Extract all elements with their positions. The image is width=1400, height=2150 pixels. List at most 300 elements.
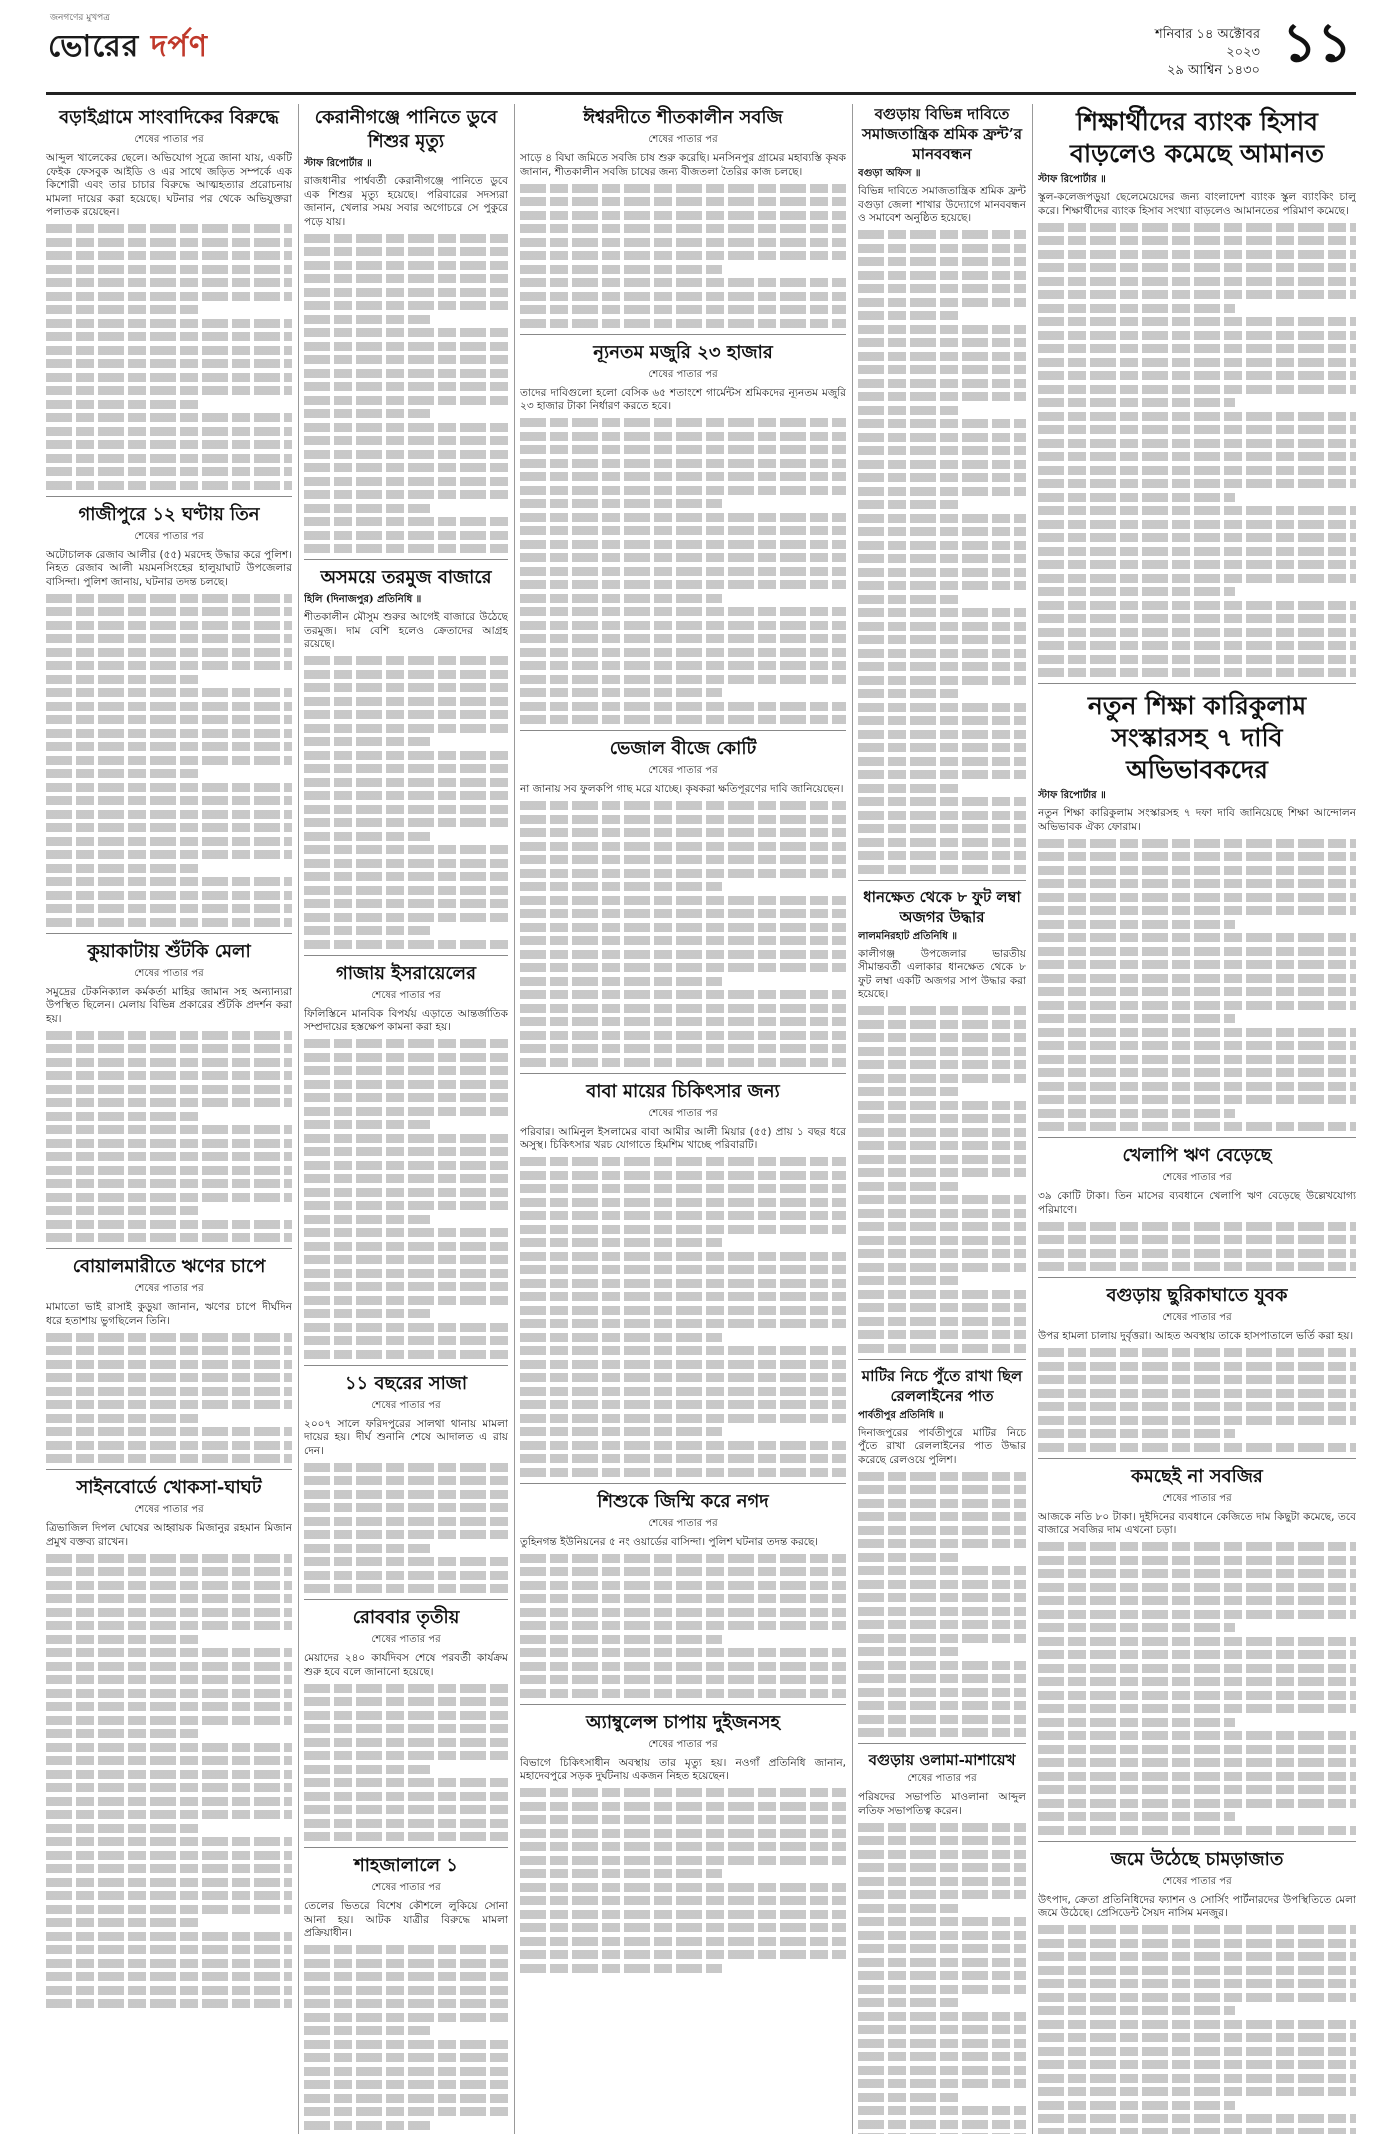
- text-line: [304, 315, 430, 324]
- text-line: [1038, 2020, 1356, 2029]
- text-line: [858, 271, 1026, 280]
- text-line: [520, 1387, 846, 1396]
- text-line: [520, 1044, 846, 1053]
- text-line: [858, 1155, 1026, 1164]
- article: [304, 566, 508, 949]
- text-line: [46, 359, 292, 368]
- text-line: [520, 607, 846, 616]
- text-line: [520, 869, 846, 878]
- text-line: [858, 865, 1026, 874]
- article: [1038, 1144, 1356, 1271]
- text-line: [1038, 1443, 1356, 1452]
- text-line: [520, 1608, 846, 1617]
- text-line: [304, 2094, 508, 2103]
- text-line: [520, 526, 846, 535]
- text-line: [858, 1344, 1026, 1353]
- text-line: [46, 1454, 292, 1463]
- column-1: [46, 104, 292, 2134]
- article-body: পরিষদের সভাপতি মাওলানা আব্দুল লতিফ সভাপতিত্ব করেন।: [858, 1791, 1026, 1817]
- article-body: আজকে নতি ৮০ টাকা। দুইদিনের ব্যবধানে কেজিতে দাম কিছুটা কমেছে, তবে বাজারে সবজির দাম এখনো চড়া।: [1038, 1510, 1356, 1536]
- text-line: [520, 513, 846, 522]
- text-line: [46, 769, 199, 778]
- logo-part-1: ভোরের: [48, 29, 151, 64]
- continuation-note: শেষের পাতার পর: [371, 1399, 441, 1411]
- text-line: [304, 2080, 508, 2089]
- text-line: [46, 1743, 292, 1752]
- text-line: [46, 292, 292, 301]
- headline: সাইনবোর্ডে খোকসা-ঘাঘট: [76, 1477, 262, 1498]
- text-line: [1038, 1402, 1356, 1411]
- text-line: [1038, 1925, 1356, 1934]
- text-line: [858, 595, 962, 604]
- text-line: [520, 594, 722, 603]
- headline: শিশুকে জিম্মি করে নগদ: [597, 1490, 769, 1512]
- text-line: [858, 1971, 1026, 1980]
- text-line: [304, 490, 508, 499]
- text-line: [858, 1917, 1026, 1926]
- text-line: [304, 1697, 508, 1706]
- text-line: [304, 1336, 508, 1345]
- text-line: [520, 688, 722, 697]
- text-line: [858, 1128, 1026, 1137]
- article-body: সাড়ে ৪ বিঘা জমিতে সবজি চাষ শুরু করেছি। মনসিনপুর গ্রামের মহাব্যস্তি কৃষক জানান, শীতকালীন সবজি চাষের জন্য বীজতলা তৈরির কাজ চলছে।: [520, 152, 846, 178]
- headline: বোয়ালমারীতে ঋণের চাপে: [72, 1256, 266, 1277]
- headline: জমে উঠেছে চামড়াজাত: [1110, 1848, 1284, 1870]
- text-line: [1038, 1785, 1356, 1794]
- text-line: [1038, 1055, 1356, 1064]
- text-line: [520, 1635, 722, 1644]
- text-line: [46, 1945, 292, 1954]
- article-divider: [46, 933, 292, 934]
- text-line: [304, 1174, 508, 1183]
- text-line: [858, 1634, 1026, 1643]
- text-line: [46, 810, 292, 819]
- text-line: [520, 882, 722, 891]
- text-line: [858, 811, 1026, 820]
- text-line: [858, 703, 1026, 712]
- text-line: [304, 1228, 508, 1237]
- text-line: [1038, 236, 1356, 245]
- article-body: ফিলিস্তিনে মানবিক বিপর্যয় এড়াতে আন্তর্জাতিক সম্প্রদায়ের হস্তক্ষেপ কামনা করা হয়।: [304, 1007, 508, 1033]
- article: [1038, 1284, 1356, 1452]
- text-line: [520, 580, 846, 589]
- text-block: [520, 1554, 846, 1698]
- text-block: [46, 224, 292, 490]
- text-line: [1038, 398, 1235, 407]
- text-line: [304, 1066, 508, 1075]
- article-body: বিভিন্ন দাবিতে সমাজতান্ত্রিক শ্রমিক ফ্রন্ট বগুড়া জেলা শাখার উদ্যোগে মানববন্ধন ও সমাবেশ অনুষ্ঠিত হয়েছে।: [858, 185, 1026, 224]
- text-line: [1038, 1429, 1235, 1438]
- article-body: মামাতো ভাই রাসাই কুড়ুয়া জানান, ঋণের চাপে দীর্ঘদিন ধরে হতাশায় ভুগছিলেন তিনি।: [46, 1301, 292, 1327]
- text-line: [304, 832, 430, 841]
- issue-dates: [1150, 26, 1260, 80]
- text-line: [304, 1093, 508, 1102]
- article-body: সমুদ্রের টেকনিক্যাল কর্মকর্তা মাহির জামান সহ অন্যান্যরা উপস্থিত ছিলেন। মেলায় বিভিন্ন প্রকারের শুঁটকি প্রদর্শন করা হয়।: [46, 985, 292, 1025]
- text-line: [858, 1985, 1026, 1994]
- headline: মাটির নিচে পুঁতে রাখা ছিল রেললাইনের পাত: [861, 1366, 1023, 1405]
- text-line: [520, 1184, 846, 1193]
- text-line: [858, 1330, 1026, 1339]
- text-line: [520, 1468, 846, 1477]
- text-line: [858, 757, 1026, 766]
- text-line: [858, 2052, 1026, 2061]
- article-divider: [304, 1847, 508, 1848]
- text-line: [520, 1594, 846, 1603]
- text-line: [46, 1689, 292, 1698]
- text-line: [858, 1607, 1026, 1616]
- text-line: [304, 1684, 508, 1693]
- text-line: [1038, 1952, 1356, 1961]
- text-line: [520, 702, 846, 711]
- text-line: [858, 1236, 1026, 1245]
- text-line: [520, 238, 846, 247]
- text-line: [46, 1959, 292, 1968]
- text-line: [858, 1033, 1026, 1042]
- text-line: [46, 1360, 292, 1369]
- continuation-note: শেষের পাতার পর: [1162, 1875, 1232, 1887]
- text-line: [304, 1724, 508, 1733]
- text-line: [858, 743, 1026, 752]
- text-line: [858, 1688, 1026, 1697]
- text-line: [520, 184, 846, 193]
- text-line: [304, 1215, 430, 1224]
- headline: নতুন শিক্ষা কারিকুলাম সংস্কারসহ ৭ দাবি অভিভাবকদের: [1087, 691, 1307, 784]
- text-line: [1038, 974, 1356, 983]
- masthead-tagline: জনগণের মুখপত্র: [50, 13, 110, 23]
- text-line: [304, 805, 508, 814]
- text-line: [46, 1400, 292, 1409]
- text-line: [858, 1674, 1026, 1683]
- text-line: [304, 1765, 430, 1774]
- text-line: [1038, 547, 1356, 556]
- text-line: [304, 2067, 508, 2076]
- text-line: [520, 1662, 846, 1671]
- text-line: [1038, 533, 1356, 542]
- logo-part-2: দর্পণ: [150, 29, 208, 64]
- text-line: [46, 1220, 292, 1229]
- text-line: [520, 1950, 846, 1959]
- article-divider: [520, 1073, 846, 1074]
- headline: বগুড়ায় বিভিন্ন দাবিতে সমাজতান্ত্রিক শ্রমিক ফ্রন্ট’র মানববন্ধন: [861, 105, 1023, 163]
- text-line: [304, 1584, 508, 1593]
- text-line: [520, 1031, 846, 1040]
- text-line: [520, 909, 846, 918]
- text-line: [304, 656, 508, 665]
- text-line: [1038, 1109, 1235, 1118]
- continuation-note: শেষের পাতার পর: [371, 1882, 441, 1893]
- text-line: [1038, 668, 1356, 677]
- text-block: [304, 1463, 508, 1594]
- continuation-note: শেষের পাতার পর: [1162, 1312, 1232, 1323]
- text-line: [858, 392, 1026, 401]
- text-line: [858, 554, 1026, 563]
- text-line: [46, 648, 292, 657]
- text-line: [304, 544, 508, 553]
- text-line: [1038, 1001, 1356, 1010]
- text-line: [858, 689, 962, 698]
- text-line: [858, 514, 1026, 523]
- byline: স্টাফ রিপোর্টার ॥: [1038, 790, 1106, 801]
- text-line: [1038, 2006, 1235, 2015]
- continuation-note: শেষের পাতার পর: [134, 967, 204, 979]
- text-line: [304, 913, 508, 922]
- text-line: [1038, 839, 1356, 848]
- text-line: [304, 261, 508, 270]
- text-line: [520, 828, 846, 837]
- text-line: [1038, 506, 1356, 515]
- text-line: [520, 634, 846, 643]
- text-line: [1038, 493, 1235, 502]
- text-line: [858, 1998, 962, 2007]
- text-line: [520, 251, 846, 260]
- text-line: [858, 487, 1026, 496]
- text-block: [520, 184, 846, 328]
- text-line: [858, 797, 1026, 806]
- text-line: [520, 1842, 846, 1851]
- headline: গাজীপুরে ১২ ঘণ্টায় তিন: [78, 503, 260, 525]
- article-divider: [46, 496, 292, 497]
- text-line: [46, 1662, 292, 1671]
- text-line: [858, 1904, 962, 1913]
- text-line: [1038, 385, 1356, 394]
- text-line: [1038, 2101, 1235, 2110]
- text-line: [858, 473, 1026, 482]
- text-line: [858, 379, 1026, 388]
- text-line: [304, 2013, 508, 2022]
- text-line: [304, 396, 508, 405]
- text-line: [46, 1716, 292, 1725]
- text-line: [1038, 1028, 1356, 1037]
- text-line: [304, 724, 508, 733]
- text-line: [520, 1427, 722, 1436]
- text-line: [46, 1581, 292, 1590]
- text-line: [46, 467, 292, 476]
- text-line: [520, 990, 846, 999]
- text-line: [858, 541, 1026, 550]
- text-line: [858, 1553, 962, 1562]
- text-line: [46, 400, 199, 409]
- byline: পার্বতীপুর প্রতিনিধি ॥: [858, 1409, 944, 1421]
- article: [520, 1711, 846, 1973]
- continuation-note: শেষের পাতার পর: [134, 134, 204, 145]
- column-separator: [1032, 104, 1033, 2134]
- text-line: [304, 1832, 508, 1841]
- article: [46, 106, 292, 490]
- article-body: স্কুল-কলেজপড়ুয়া ছেলেমেয়েদের জন্য বাংলাদেশ ব্যাংক স্কুল ব্যাংকিং চালু করে। শিক্ষার্থীদের ব্যাংক হিসাব সংখ্যা বাড়লেও আমানতের পরিমাণ কমেছে।: [1038, 191, 1356, 217]
- text-line: [46, 1554, 292, 1563]
- text-line: [304, 1751, 508, 1760]
- text-line: [1038, 1569, 1356, 1578]
- text-line: [304, 1999, 508, 2008]
- text-line: [46, 1139, 292, 1148]
- headline: অসময়ে তরমুজ বাজারে: [320, 567, 492, 588]
- text-line: [304, 369, 508, 378]
- text-line: [858, 419, 1026, 428]
- text-line: [304, 1805, 508, 1814]
- article: [858, 1366, 1026, 1738]
- text-line: [46, 1905, 292, 1914]
- text-line: [520, 292, 846, 301]
- text-line: [304, 1255, 508, 1264]
- text-line: [520, 1360, 846, 1369]
- text-line: [304, 436, 508, 445]
- text-line: [304, 778, 508, 787]
- article-divider: [1038, 1458, 1356, 1459]
- text-line: [1038, 1375, 1356, 1384]
- text-line: [520, 1788, 846, 1797]
- text-line: [46, 1098, 292, 1107]
- text-line: [46, 823, 292, 832]
- text-block: [1038, 223, 1356, 678]
- text-line: [858, 1168, 1026, 1177]
- text-block: [304, 234, 508, 554]
- text-line: [46, 1373, 292, 1382]
- text-line: [46, 1851, 292, 1860]
- article-body: বিভাগে চিকিৎসাধীন অবস্থায় তার মৃত্যু হয়। নওগাঁ প্রতিনিধি জানান, মহাদেবপুরে সড়ক দুর্ঘটনায় একজন নিহত হয়েছেন।: [520, 1756, 846, 1782]
- text-line: [1038, 1812, 1235, 1821]
- text-line: [1038, 317, 1356, 326]
- text-line: [1038, 960, 1356, 969]
- text-line: [46, 1193, 292, 1202]
- article: [520, 106, 846, 328]
- text-line: [304, 450, 508, 459]
- text-line: [858, 581, 1026, 590]
- text-line: [520, 1252, 846, 1261]
- article: [520, 1080, 846, 1477]
- text-line: [46, 454, 292, 463]
- text-line: [520, 1675, 846, 1684]
- headline: কুয়াকাটায় শুঁটকি মেলা: [87, 940, 251, 962]
- article: [858, 104, 1026, 874]
- text-line: [520, 815, 846, 824]
- text-line: [46, 1058, 292, 1067]
- text-line: [1038, 1664, 1356, 1673]
- text-line: [1038, 852, 1356, 861]
- text-line: [520, 418, 846, 427]
- article: [46, 1476, 292, 2008]
- text-line: [858, 1006, 1026, 1015]
- text-line: [46, 796, 292, 805]
- text-line: [304, 1738, 508, 1747]
- text-line: [46, 729, 292, 738]
- text-line: [858, 1593, 1026, 1602]
- text-line: [304, 1571, 508, 1580]
- text-line: [1038, 1014, 1235, 1023]
- text-line: [858, 1074, 1026, 1083]
- continuation-note: শেষের পাতার পর: [648, 368, 718, 380]
- headline: ন্যূনতম মজুরি ২৩ হাজার: [593, 341, 773, 363]
- text-line: [304, 1188, 508, 1197]
- text-block: [1038, 839, 1356, 1132]
- text-line: [1038, 1389, 1356, 1398]
- text-line: [520, 1454, 846, 1463]
- article-body: তাদের দাবিগুলো হলো বেসিক ৬৫ শতাংশে গার্মেন্টস শ্রমিকদের ন্যূনতম মজুরি ২৩ হাজার টাকা নির্ধারণ করতে হবে।: [520, 386, 846, 412]
- headline: কমছেই না সবজির: [1131, 1465, 1263, 1487]
- headline: বড়াইগ্রামে সাংবাদিকের বিরুদ্ধে: [59, 107, 279, 128]
- column-3: [520, 104, 846, 2134]
- text-line: [46, 688, 292, 697]
- text-line: [304, 517, 508, 526]
- text-line: [1038, 1262, 1356, 1271]
- text-line: [1038, 920, 1235, 929]
- text-line: [46, 1206, 199, 1215]
- text-line: [520, 499, 722, 508]
- article-body: তেলের ভিতরে বিশেষ কৌশলে লুকিয়ে সোনা আনা হয়। আটক যাত্রীর বিরুদ্ধে মামলা প্রক্রিয়াধীন।: [304, 1900, 508, 1939]
- continuation-note: শেষের পাতার পর: [907, 1773, 977, 1784]
- text-block: [858, 230, 1026, 874]
- text-block: [520, 1788, 846, 1973]
- text-line: [520, 977, 722, 986]
- text-line: [520, 1157, 846, 1166]
- text-line: [1038, 866, 1356, 875]
- text-line: [520, 1567, 846, 1576]
- text-line: [1038, 2047, 1356, 2056]
- text-line: [1038, 1704, 1356, 1713]
- article-body: ৩৯ কোটি টাকা। তিন মাসের ব্যবধানে খেলাপি ঋণ বেড়েছে উল্লেখযোগ্য পরিমাণে।: [1038, 1190, 1356, 1216]
- text-line: [520, 1400, 846, 1409]
- text-line: [46, 634, 292, 643]
- text-line: [858, 352, 1026, 361]
- text-line: [46, 1071, 292, 1080]
- text-line: [858, 1182, 962, 1191]
- text-line: [520, 1581, 846, 1590]
- text-line: [304, 1557, 508, 1566]
- text-line: [858, 2012, 1026, 2021]
- article-divider: [858, 1743, 1026, 1744]
- text-line: [858, 2133, 1026, 2134]
- text-line: [520, 950, 846, 959]
- text-line: [858, 460, 1026, 469]
- text-line: [1038, 893, 1356, 902]
- text-line: [1038, 1772, 1356, 1781]
- text-line: [46, 1797, 292, 1806]
- text-line: [520, 1333, 722, 1342]
- text-line: [46, 427, 292, 436]
- text-line: [858, 2079, 1026, 2088]
- text-line: [46, 702, 292, 711]
- text-line: [304, 247, 508, 256]
- text-line: [1038, 1596, 1356, 1605]
- text-line: [1038, 2128, 1356, 2135]
- continuation-note: শেষের পাতার পর: [648, 1738, 718, 1750]
- text-line: [858, 2106, 1026, 2115]
- continuation-note: শেষের পাতার পর: [648, 1517, 718, 1529]
- text-line: [520, 1554, 846, 1563]
- text-line: [858, 1060, 1026, 1069]
- headline: শাহজালালে ১: [354, 1855, 458, 1876]
- text-block: [520, 1157, 846, 1477]
- article: [520, 341, 846, 725]
- text-line: [858, 1661, 1026, 1670]
- text-line: [46, 1864, 292, 1873]
- text-line: [1038, 466, 1356, 475]
- text-line: [304, 1778, 508, 1787]
- text-line: [1038, 1966, 1356, 1975]
- text-line: [304, 1242, 508, 1251]
- text-line: [858, 527, 1026, 536]
- text-line: [46, 332, 292, 341]
- text-line: [520, 1319, 846, 1328]
- article: [1038, 106, 1356, 677]
- text-line: [520, 963, 846, 972]
- headline: বগুড়ায় ওলামা-মাশায়েখ: [868, 1751, 1016, 1769]
- text-block: [1038, 1925, 1356, 2134]
- text-line: [520, 648, 846, 657]
- text-line: [1038, 1993, 1356, 2002]
- text-line: [46, 1878, 292, 1887]
- text-block: [1038, 1542, 1356, 1835]
- text-line: [46, 904, 292, 913]
